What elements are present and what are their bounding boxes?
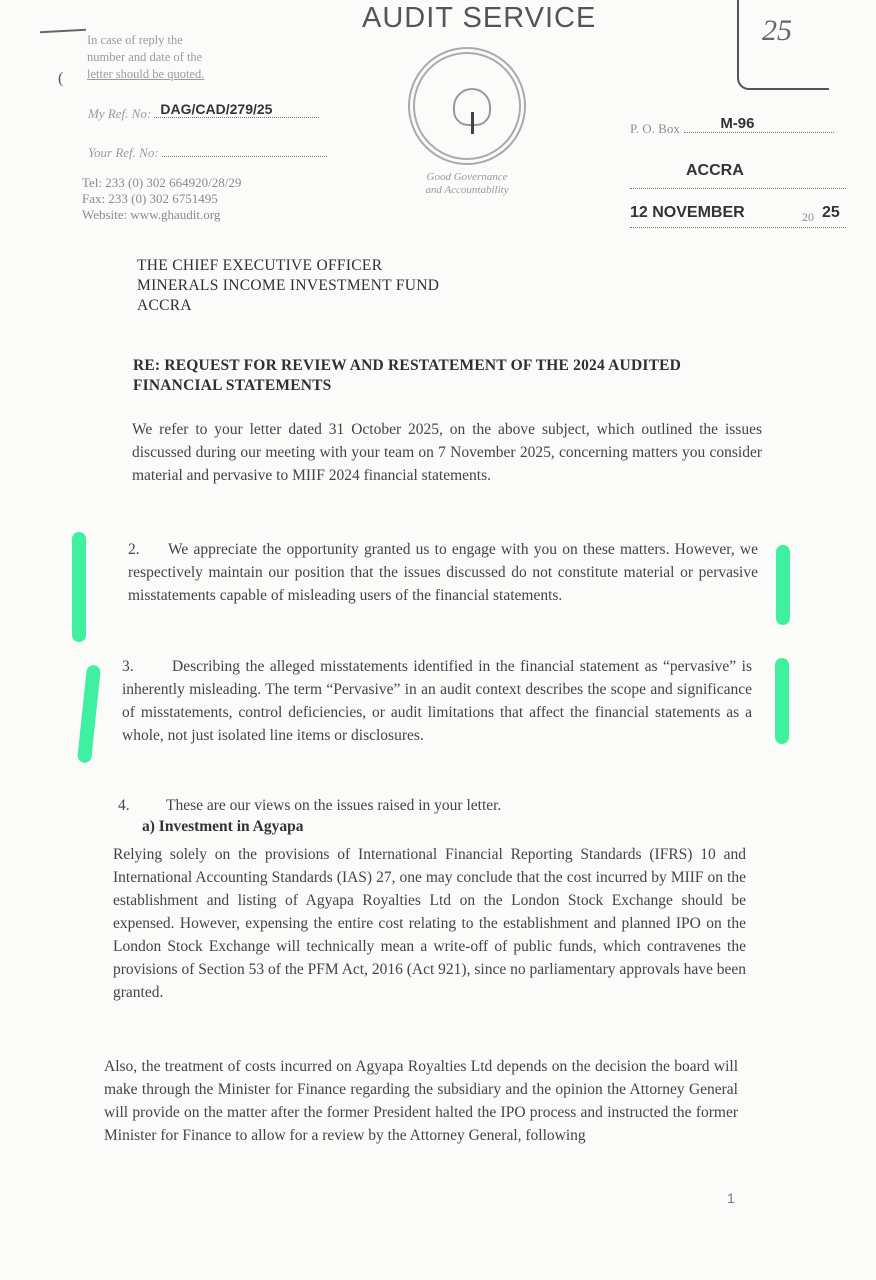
section-a-paragraph-1: Relying solely on the provisions of International Financial Reporting Standards (IFRS) 10 and International Accounting Standards (IAS) 27, one may conclude that the cost incurred by MIIF on the establishment and listing of Agyapa Royalties Ltd on the London Stock Exchange should be expensed. However, expensing the entire cost relating to the establishment and planned IPO on the London Stock Exchange will technically mean a write-off of public funds, which contravenes the provisions of Section 53 of the PFM Act, 2016 (Act 921), since no parliamentary approvals have been granted. bbox=[113, 846, 746, 1001]
paragraph-1: We refer to your letter dated 31 October 2025, on the above subject, which outlined the issues discussed during our meeting with your team on 7 November 2025, concerning matters you consider material and pervasive to MIIF 2024 financial statements. bbox=[132, 421, 762, 484]
highlighter-mark-left bbox=[72, 532, 86, 642]
section-a-paragraph-2: Also, the treatment of costs incurred on Agyapa Royalties Ltd depends on the decision the board will make through the Minister for Finance regarding the subsidiary and the opinion the Attorney General will provide on the matter after the former President halted the IPO process and instructed the former Minister for Finance to allow for a review by the Attorney General, following bbox=[104, 1058, 738, 1144]
your-ref-row: Your Ref. No: bbox=[88, 144, 327, 161]
highlighter-mark-right bbox=[776, 545, 790, 625]
letterhead-title: AUDIT SERVICE bbox=[362, 2, 597, 34]
handwritten-mark: 25 bbox=[762, 14, 792, 47]
date-row: 12 NOVEMBER 20 25 bbox=[630, 203, 846, 228]
fax: Fax: 233 (0) 302 6751495 bbox=[82, 191, 218, 206]
subject-line: RE: REQUEST FOR REVIEW AND RESTATEMENT OF THE 2024 AUDITED FINANCIAL STATEMENTS bbox=[133, 357, 682, 394]
po-box-row: P. O. Box M-96 bbox=[630, 120, 846, 138]
pen-mark bbox=[40, 29, 86, 33]
highlighter-mark-right bbox=[775, 658, 789, 744]
reply-note: In case of reply the number and date of the letter should be quoted. bbox=[87, 33, 205, 81]
addressee-block: THE CHIEF EXECUTIVE OFFICER MINERALS INCOME INVESTMENT FUND ACCRA bbox=[137, 257, 440, 314]
date-year: 25 bbox=[822, 204, 840, 221]
my-ref-value: DAG/CAD/279/25 bbox=[160, 101, 273, 117]
website: Website: www.ghaudit.org bbox=[82, 207, 221, 222]
highlighter-mark-left bbox=[77, 665, 101, 764]
motto: Good Governance and Accountability bbox=[425, 171, 509, 196]
my-ref-row: My Ref. No: DAG/CAD/279/25 bbox=[88, 105, 319, 122]
paragraph-2: 2. We appreciate the opportunity granted us to engage with you on these matters. However, we respectively maintain our position that the issues discussed do not constitute material or pervasive misstatements capable of misleading users of the financial statements. bbox=[128, 541, 758, 604]
audit-service-seal-icon bbox=[408, 47, 526, 165]
city-row bbox=[630, 160, 846, 189]
city: ACCRA bbox=[686, 162, 744, 179]
paragraph-3: 3. Describing the alleged misstatements identified in the financial statement as “pervasive” is inherently misleading. The term “Pervasive” in an audit context describes the scope and significance of misstatements, control deficiencies, or audit limitations that affect the financial statements as a whole, not just isolated line items or disclosures. bbox=[122, 658, 752, 744]
po-box-value: M-96 bbox=[720, 115, 755, 132]
date-value: 12 NOVEMBER bbox=[630, 204, 745, 221]
contact-block bbox=[82, 175, 241, 223]
pen-mark-paren: ( bbox=[58, 70, 64, 87]
paragraph-4: 4. These are our views on the issues raised in your letter. bbox=[118, 797, 502, 814]
tel: Tel: 233 (0) 302 664920/28/29 bbox=[82, 175, 242, 190]
page-number: 1 bbox=[727, 1190, 735, 1206]
section-heading-investment-in-agyapa: a) Investment in Agyapa bbox=[142, 818, 304, 835]
